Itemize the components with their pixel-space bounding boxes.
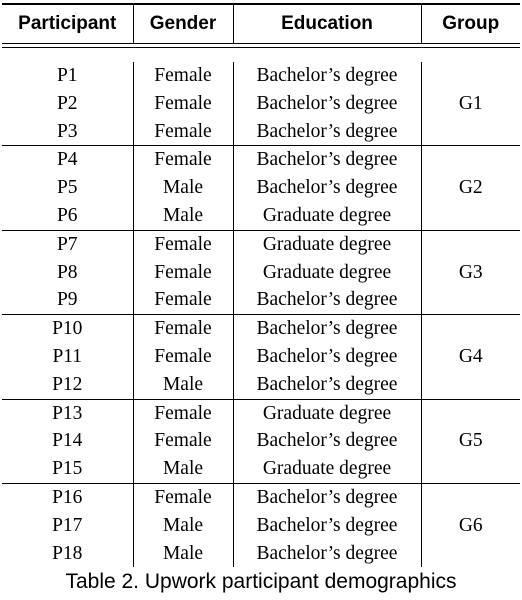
cell-education: Graduate degree [233,230,421,258]
cell-gender: Female [133,62,233,90]
cell-group: G5 [421,399,520,483]
cell-group: G3 [421,230,520,314]
table-caption: Table 2. Upwork participant demographics [65,570,457,593]
group-block-5 [2,399,520,483]
table-row [2,315,520,343]
cell-participant: P16 [2,483,133,511]
cell-participant: P13 [2,399,133,427]
cell-education: Bachelor’s degree [233,174,421,202]
table-row [2,483,520,511]
cell-participant: P15 [2,455,133,483]
cell-gender: Male [133,202,233,230]
cell-gender: Female [133,146,233,174]
cell-participant: P14 [2,427,133,455]
table-row [2,230,520,258]
cell-participant: P3 [2,118,133,146]
header-education: Education [233,4,421,44]
cell-education: Bachelor’s degree [233,343,421,371]
cell-gender: Male [133,371,233,399]
cell-gender: Female [133,483,233,511]
cell-education: Bachelor’s degree [233,62,421,90]
cell-education: Bachelor’s degree [233,512,421,540]
cell-education: Bachelor’s degree [233,427,421,455]
cell-group: G6 [458,514,483,536]
cell-participant: P9 [2,286,133,314]
cell-participant: P11 [2,343,133,371]
cell-education: Bachelor’s degree [233,540,421,568]
header-group: Group [421,4,520,44]
cell-gender: Female [133,286,233,314]
cell-gender: Female [133,259,233,287]
cell-participant: P12 [2,371,133,399]
cell-participant: P7 [2,230,133,258]
cell-education: Bachelor’s degree [233,118,421,146]
group-block-4 [2,315,520,399]
cell-group: G4 [421,315,520,399]
cell-education: Bachelor’s degree [233,146,421,174]
cell-gender: Female [133,118,233,146]
header-gender: Gender [133,4,233,44]
cell-gender: Male [133,540,233,568]
cell-group: G1 [421,62,520,146]
cell-participant: P2 [2,90,133,118]
cell-gender: Female [133,315,233,343]
cell-gender: Male [133,512,233,540]
cell-gender: Male [133,455,233,483]
cell-education: Graduate degree [233,455,421,483]
cell-education: Bachelor’s degree [233,315,421,343]
cell-participant: P17 [2,512,133,540]
group-block-6 [2,483,520,567]
table-row [2,146,520,174]
cell-participant: P6 [2,202,133,230]
header-participant: Participant [2,4,133,44]
cell-participant: P1 [2,62,133,90]
cell-education: Graduate degree [233,202,421,230]
cell-education: Bachelor’s degree [233,371,421,399]
cell-education: Graduate degree [233,399,421,427]
cell-group: G2 [421,146,520,230]
cell-gender: Female [133,343,233,371]
group-block-1 [2,48,520,146]
group-block-2 [2,146,520,230]
cell-gender: Female [133,399,233,427]
cell-gender: Female [133,90,233,118]
demographics-table [2,3,520,567]
cell-participant: P4 [2,146,133,174]
cell-participant: P18 [2,540,133,568]
cell-gender: Female [133,230,233,258]
group-block-3 [2,230,520,314]
table-row [2,62,520,90]
header-row [2,4,520,44]
cell-gender: Male [133,174,233,202]
cell-education: Graduate degree [233,259,421,287]
cell-participant: P8 [2,259,133,287]
cell-education: Bachelor’s degree [233,483,421,511]
cell-gender: Female [133,427,233,455]
cell-participant: P5 [2,174,133,202]
cell-education: Bachelor’s degree [233,286,421,314]
cell-participant: P10 [2,315,133,343]
table-row [2,399,520,427]
cell-education: Bachelor’s degree [233,90,421,118]
